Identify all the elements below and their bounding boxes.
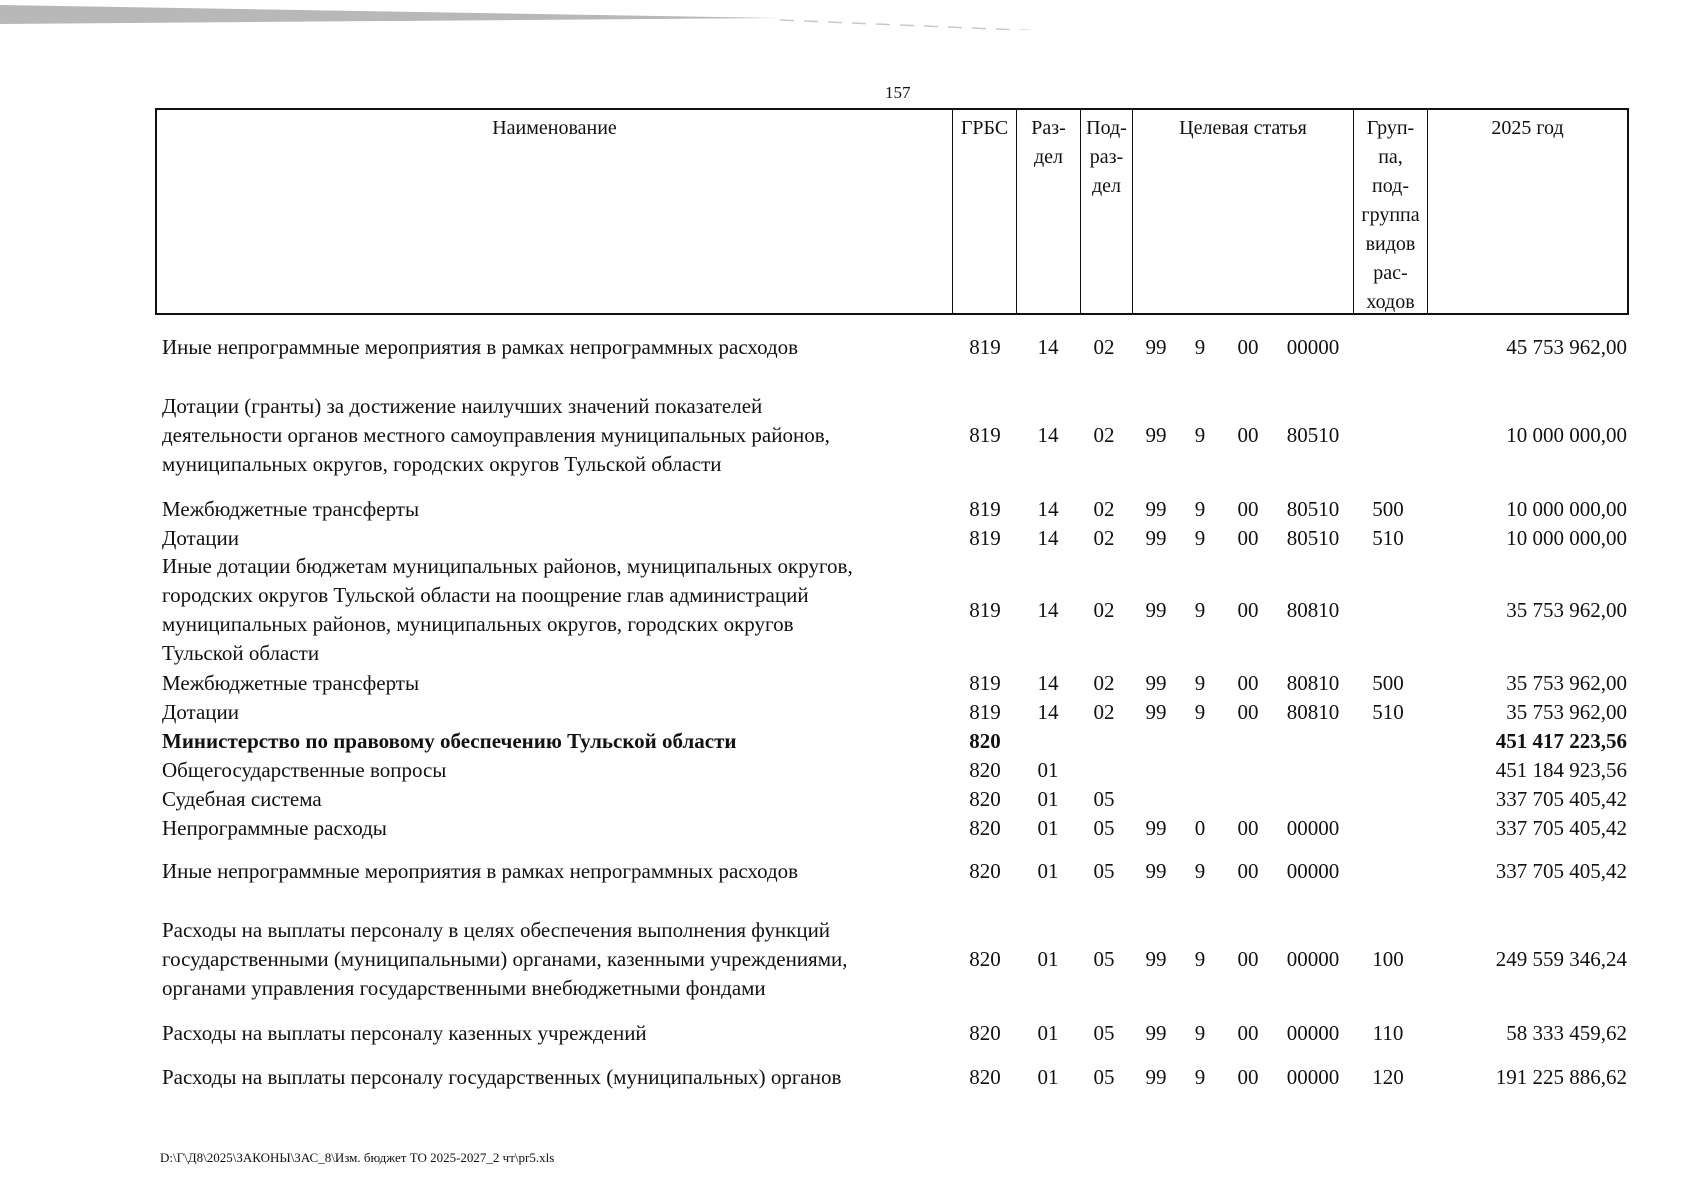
row-name	[162, 524, 942, 553]
row-t2: 9	[1194, 671, 1206, 695]
row-t3: 00	[1237, 700, 1259, 724]
header-name: Наименование	[492, 117, 617, 139]
row-podrazdel: 02	[1093, 671, 1115, 695]
row-t2: 9	[1194, 1065, 1206, 1089]
row-grbs: 820	[969, 729, 1001, 753]
row-name-line: городских округов Тульской области на поощрение глав администраций	[162, 583, 809, 607]
row-t1: 99	[1145, 671, 1167, 695]
row-razdel: 14	[1037, 598, 1059, 622]
row-amount: 10 000 000,00	[1506, 526, 1627, 550]
row-amount: 58 333 459,62	[1506, 1021, 1627, 1045]
row-grbs: 819	[969, 497, 1001, 521]
row-amount: 337 705 405,42	[1495, 859, 1627, 883]
row-name-line: Иные непрограммные мероприятия в рамках непрограммных расходов	[162, 335, 799, 359]
row-name-line: государственными (муниципальными) органами, казенными учреждениями,	[162, 947, 848, 971]
row-name-line: Расходы на выплаты персоналу в целях обеспечения выполнения функций	[162, 918, 831, 942]
row-name-line: Расходы на выплаты персоналу казенных учреждений	[162, 1021, 647, 1045]
row-name-line: Иные непрограммные мероприятия в рамках непрограммных расходов	[162, 859, 799, 883]
row-name-line: муниципальных районов, муниципальных округов, городских округов	[162, 612, 794, 636]
header-target: Целевая статья	[1132, 110, 1353, 313]
row-podrazdel: 02	[1093, 335, 1115, 359]
header-year: 2025 год	[1427, 110, 1627, 313]
row-amount: 35 753 962,00	[1506, 700, 1627, 724]
header-razdel: Раз- дел	[1016, 110, 1080, 313]
row-t1: 99	[1145, 598, 1167, 622]
row-t4: 80510	[1286, 497, 1340, 521]
row-razdel: 01	[1037, 1065, 1059, 1089]
row-t1: 99	[1145, 335, 1167, 359]
header-group: Груп- па, под- группа видов рас- ходов	[1353, 110, 1427, 313]
row-t2: 9	[1194, 598, 1206, 622]
row-razdel: 14	[1037, 423, 1059, 447]
row-t1: 99	[1145, 497, 1167, 521]
row-grbs: 819	[969, 700, 1001, 724]
row-t1: 99	[1145, 526, 1167, 550]
row-amount: 249 559 346,24	[1495, 947, 1627, 971]
row-grbs: 819	[969, 423, 1001, 447]
row-t4: 80810	[1286, 671, 1340, 695]
row-podrazdel: 02	[1093, 598, 1115, 622]
row-t4: 80810	[1286, 598, 1340, 622]
row-grbs: 819	[969, 526, 1001, 550]
row-t4: 00000	[1286, 335, 1340, 359]
row-razdel: 01	[1037, 1021, 1059, 1045]
row-podrazdel: 05	[1093, 947, 1115, 971]
row-t4: 00000	[1286, 859, 1340, 883]
row-podrazdel: 05	[1093, 1065, 1115, 1089]
row-t1: 99	[1145, 700, 1167, 724]
row-razdel: 14	[1037, 526, 1059, 550]
row-name-line: Межбюджетные трансферты	[162, 671, 420, 695]
row-amount: 10 000 000,00	[1506, 497, 1627, 521]
row-podrazdel: 05	[1093, 859, 1115, 883]
row-grbs: 820	[969, 816, 1001, 840]
row-razdel: 01	[1037, 947, 1059, 971]
row-name	[162, 333, 942, 362]
row-t3: 00	[1237, 598, 1259, 622]
row-name-line: Расходы на выплаты персоналу государственных (муниципальных) органов	[162, 1065, 842, 1089]
row-podrazdel: 02	[1093, 423, 1115, 447]
row-t4: 00000	[1286, 947, 1340, 971]
row-name-line: деятельности органов местного самоуправления муниципальных районов,	[162, 423, 830, 447]
scan-shadow-edge	[0, 0, 1692, 30]
row-t2: 9	[1194, 1021, 1206, 1045]
row-razdel: 01	[1037, 758, 1059, 782]
row-t1: 99	[1145, 947, 1167, 971]
row-grbs: 819	[969, 671, 1001, 695]
footer-file-path: D:\Г\Д8\2025\ЗАКОНЫ\ЗАС_8\Изм. бюджет ТО 2025-2027_2 чт\pr5.xls	[160, 1150, 555, 1165]
row-amount: 191 225 886,62	[1495, 1065, 1627, 1089]
row-razdel: 14	[1037, 671, 1059, 695]
row-t3: 00	[1237, 497, 1259, 521]
row-podrazdel: 02	[1093, 497, 1115, 521]
row-name	[162, 669, 942, 698]
row-name	[162, 756, 942, 785]
row-t4: 00000	[1286, 1021, 1340, 1045]
row-group: 500	[1372, 671, 1404, 695]
row-podrazdel: 05	[1093, 816, 1115, 840]
table-header	[155, 108, 1629, 315]
row-razdel: 14	[1037, 335, 1059, 359]
row-name-line: органами управления государственными внебюджетными фондами	[162, 976, 766, 1000]
row-name	[162, 1019, 942, 1048]
row-amount: 451 184 923,56	[1495, 758, 1627, 782]
row-name	[162, 857, 942, 886]
row-amount: 35 753 962,00	[1506, 671, 1627, 695]
row-t1: 99	[1145, 859, 1167, 883]
row-t3: 00	[1237, 423, 1259, 447]
row-amount: 451 417 223,56	[1495, 729, 1627, 753]
row-name	[162, 392, 942, 479]
row-t2: 9	[1194, 859, 1206, 883]
row-t3: 00	[1237, 859, 1259, 883]
row-group: 500	[1372, 497, 1404, 521]
row-podrazdel: 02	[1093, 526, 1115, 550]
row-t3: 00	[1237, 1021, 1259, 1045]
row-amount: 10 000 000,00	[1506, 423, 1627, 447]
row-t2: 9	[1194, 700, 1206, 724]
row-name-line: Межбюджетные трансферты	[162, 497, 420, 521]
row-razdel: 01	[1037, 859, 1059, 883]
row-t1: 99	[1145, 1021, 1167, 1045]
row-name-line: Иные дотации бюджетам муниципальных районов, муниципальных округов,	[162, 554, 853, 578]
row-name	[162, 785, 942, 814]
row-razdel: 14	[1037, 497, 1059, 521]
row-t3: 00	[1237, 947, 1259, 971]
row-t4: 80510	[1286, 526, 1340, 550]
row-grbs: 819	[969, 335, 1001, 359]
header-grbs: ГРБС	[952, 110, 1016, 313]
row-name	[162, 814, 942, 843]
row-amount: 337 705 405,42	[1495, 787, 1627, 811]
row-name-line: Тульской области	[162, 641, 320, 665]
row-t3: 00	[1237, 816, 1259, 840]
row-t4: 80810	[1286, 700, 1340, 724]
row-group: 100	[1372, 947, 1404, 971]
row-grbs: 820	[969, 758, 1001, 782]
row-grbs: 820	[969, 787, 1001, 811]
row-name-line: Дотации	[162, 526, 240, 550]
row-razdel: 14	[1037, 700, 1059, 724]
row-group: 110	[1372, 1021, 1404, 1045]
row-name-line: Судебная система	[162, 787, 322, 811]
row-grbs: 820	[969, 1065, 1001, 1089]
row-podrazdel: 05	[1093, 787, 1115, 811]
row-name	[162, 1063, 942, 1092]
header-podrazdel: Под- раз- дел	[1080, 110, 1132, 313]
row-t2: 9	[1194, 497, 1206, 521]
row-razdel: 01	[1037, 787, 1059, 811]
row-t2: 9	[1194, 526, 1206, 550]
row-podrazdel: 05	[1093, 1021, 1115, 1045]
row-t2: 9	[1194, 947, 1206, 971]
row-t4: 00000	[1286, 1065, 1340, 1089]
row-amount: 45 753 962,00	[1506, 335, 1627, 359]
row-t2: 0	[1194, 816, 1206, 840]
row-name-line: Общегосударственные вопросы	[162, 758, 447, 782]
row-name	[162, 698, 942, 727]
row-name	[162, 727, 942, 756]
row-t4: 00000	[1286, 816, 1340, 840]
row-name-line: муниципальных округов, городских округов Тульской области	[162, 452, 722, 476]
page-number: 157	[885, 83, 911, 102]
row-t1: 99	[1145, 1065, 1167, 1089]
row-t2: 9	[1194, 335, 1206, 359]
row-group: 510	[1372, 526, 1404, 550]
row-name	[162, 495, 942, 524]
row-t3: 00	[1237, 671, 1259, 695]
row-amount: 337 705 405,42	[1495, 816, 1627, 840]
row-podrazdel: 02	[1093, 700, 1115, 724]
row-t4: 80510	[1286, 423, 1340, 447]
row-razdel: 01	[1037, 816, 1059, 840]
row-t1: 99	[1145, 816, 1167, 840]
row-t3: 00	[1237, 335, 1259, 359]
row-name-line: Непрограммные расходы	[162, 816, 387, 840]
row-t3: 00	[1237, 526, 1259, 550]
row-name-line: Министерство по правовому обеспечению Тульской области	[162, 729, 737, 753]
row-grbs: 820	[969, 859, 1001, 883]
row-group: 120	[1372, 1065, 1404, 1089]
row-name-line: Дотации	[162, 700, 240, 724]
row-grbs: 819	[969, 598, 1001, 622]
row-amount: 35 753 962,00	[1506, 598, 1627, 622]
row-t2: 9	[1194, 423, 1206, 447]
row-group: 510	[1372, 700, 1404, 724]
row-t1: 99	[1145, 423, 1167, 447]
row-grbs: 820	[969, 1021, 1001, 1045]
row-name	[162, 916, 942, 1003]
row-t3: 00	[1237, 1065, 1259, 1089]
row-name-line: Дотации (гранты) за достижение наилучших значений показателей	[162, 394, 763, 418]
row-name	[162, 552, 942, 668]
row-grbs: 820	[969, 947, 1001, 971]
